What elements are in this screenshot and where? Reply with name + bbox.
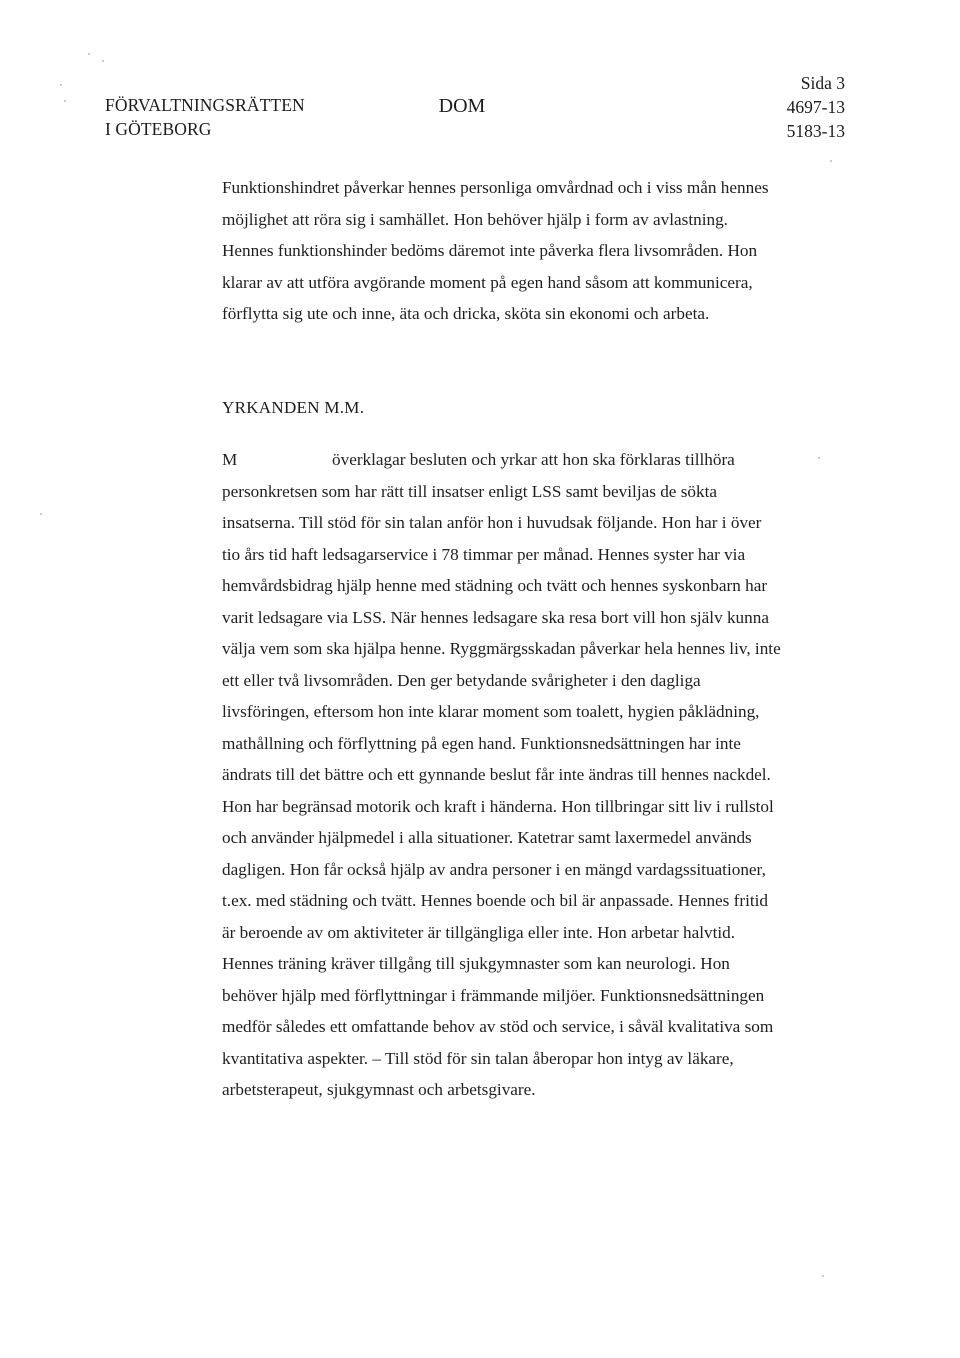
scan-speck	[822, 1275, 824, 1277]
scan-speck	[64, 100, 66, 102]
document-type-heading	[0, 93, 924, 119]
scan-speck	[40, 513, 42, 515]
court-name-line-2: I GÖTEBORG	[105, 119, 212, 139]
scan-speck	[88, 53, 90, 55]
court-name-line-1: FÖRVALTNINGSRÄTTEN	[105, 95, 305, 115]
scan-speck	[60, 84, 62, 86]
scan-speck	[102, 60, 104, 62]
page-number: Sida 3	[800, 73, 845, 93]
paragraph-claims	[222, 444, 782, 1106]
case-number-2: 5183-13	[786, 121, 845, 141]
appellant-initial: M	[222, 450, 238, 469]
paragraph-functional-impairment: Funktionshindret påverkar hennes personliga omvårdnad och i viss mån hennes möjlighet att röra sig i samhället. Hon behöver hjälp i form av avlastning. Hennes funktionshinder bedöms däremot inte påverka flera livsområden. Hon klarar av att utföra avgörande moment på egen hand såsom att kommunicera, förflytta sig ute och inne, äta och dricka, sköta sin ekonomi och arbeta.	[222, 178, 769, 323]
scan-speck	[830, 160, 832, 162]
case-number-1: 4697-13	[786, 97, 845, 117]
scan-speck	[818, 457, 820, 459]
document-type-label: DOM	[438, 95, 486, 117]
section-heading-yrkanden: YRKANDEN M.M.	[222, 398, 365, 417]
claims-text: överklagar besluten och yrkar att hon ska förklaras tillhöra personkretsen som har rätt till insatser enligt LSS samt beviljas de sökta insatserna. Till stöd för sin talan anför hon i huvudsak följande. Hon har i över tio års tid haft ledsagarservice i 78 timmar per månad. Hennes syster har via hemvårdsbidrag hjälp henne med städning och tvätt och hennes syskonbarn har varit ledsagare via LSS. När hennes ledsagare ska resa bort vill hon själv kunna välja vem som ska hjälpa henne. Ryggmärgsskadan påverkar hela hennes liv, inte ett eller två livsområden. Den ger betydande svårigheter i den dagliga livsföringen, eftersom hon inte klarar moment som toalett, hygien påklädning, mathållning och förflyttning på egen hand. Funktionsnedsättningen har inte ändrats till det bättre och ett gynnande beslut får inte ändras till hennes nackdel. Hon har begränsad motorik och kraft i händerna. Hon tillbringar sitt liv i rullstol och använder hjälpmedel i alla situationer. Katetrar samt laxermedel används dagligen. Hon får också hjälp av andra personer i en mängd vardagssituationer, t.ex. med städning och tvätt. Hennes boende och bil är anpassade. Hennes fritid är beroende av om aktiviteter är tillgängliga eller inte. Hon arbetar halvtid. Hennes träning kräver tillgång till sjukgymnaster som kan neurologi. Hon behöver hjälp med förflyttningar i främmande miljöer. Funktionsnedsättningen medför således ett omfattande behov av stöd och service, i såväl kvalitativa som kvantitativa aspekter. – Till stöd för sin talan åberopar hon intyg av läkare, arbetsterapeut, sjukgymnast och arbetsgivare.	[222, 450, 781, 1099]
page-info	[787, 71, 845, 143]
